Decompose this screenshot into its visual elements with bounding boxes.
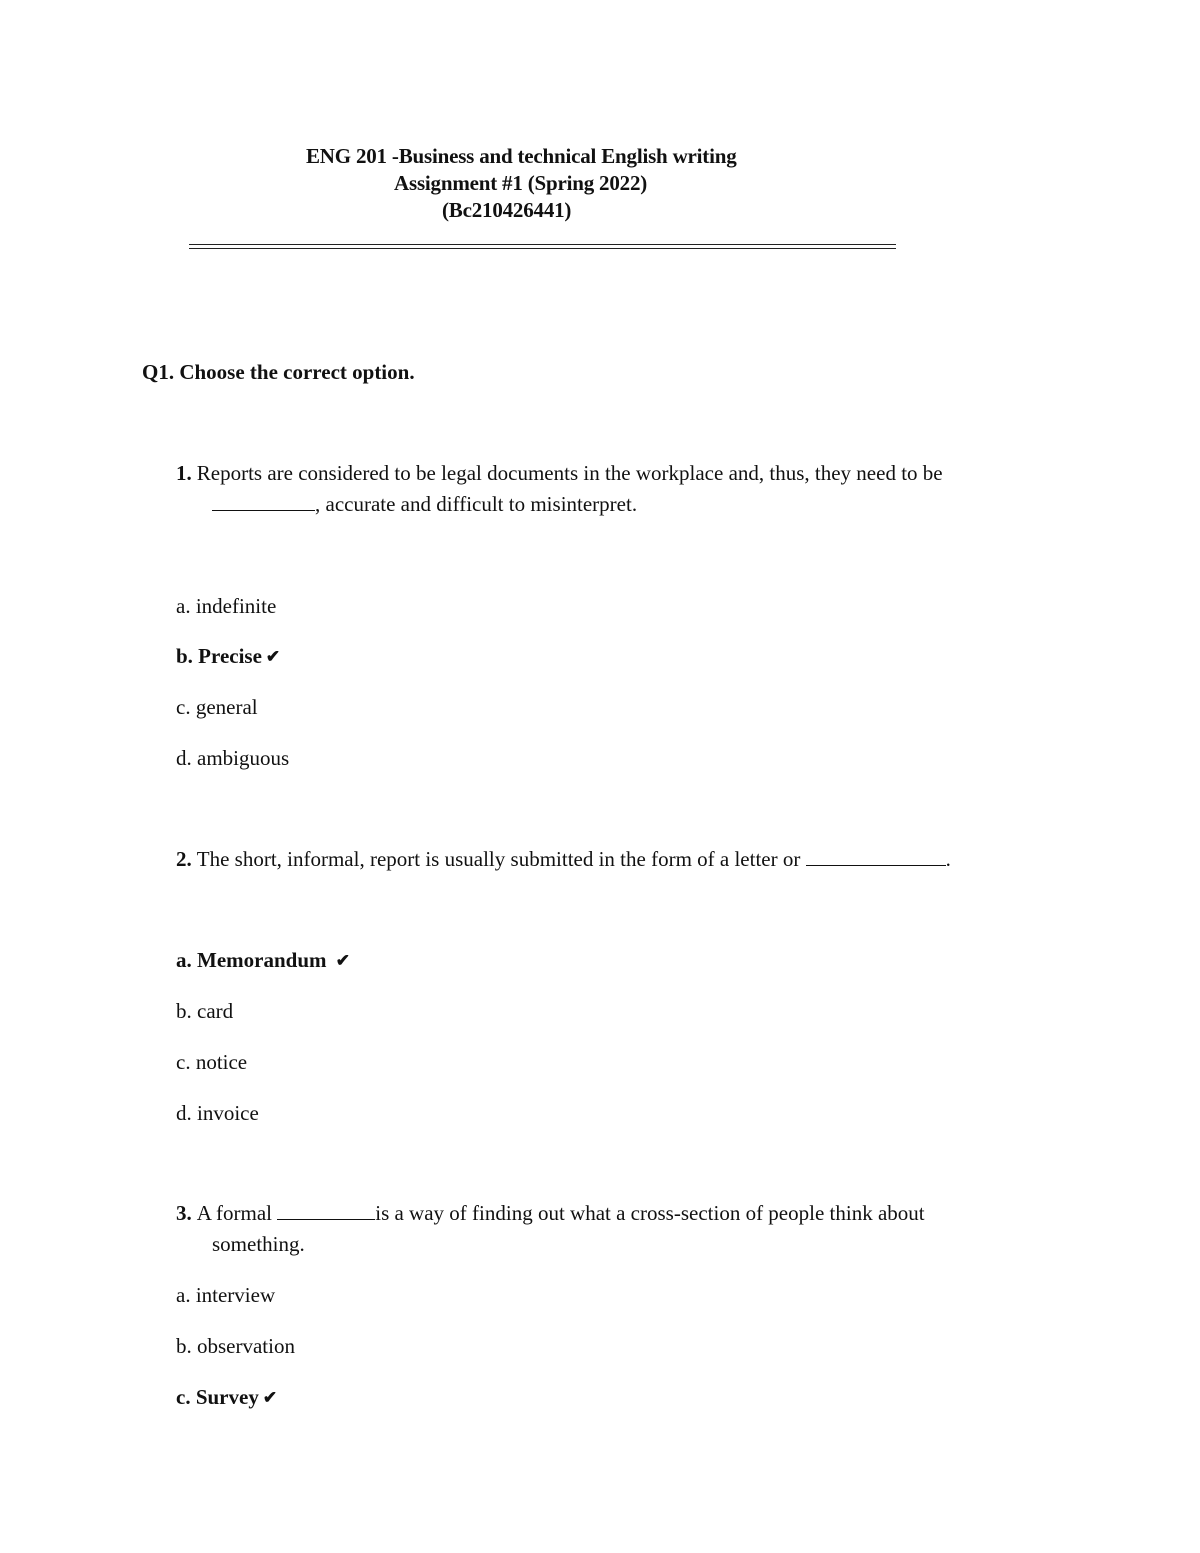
question-text: A formal xyxy=(196,1201,272,1225)
option-label: a. interview xyxy=(176,1283,276,1307)
question-number: 2. xyxy=(176,847,192,871)
section-heading: Q1. Choose the correct option. xyxy=(142,360,415,384)
question-text-after: . xyxy=(945,847,951,871)
checkmark-icon: ✔ xyxy=(265,647,281,666)
option-label: d. invoice xyxy=(176,1101,259,1125)
answer-blank xyxy=(212,492,315,511)
question-text: The short, informal, report is usually submitted in the form of a letter or xyxy=(196,847,801,871)
option-2c xyxy=(176,1050,247,1075)
checkmark-icon: ✔ xyxy=(335,951,350,970)
option-label: a. indefinite xyxy=(176,594,277,618)
option-label: b. card xyxy=(176,999,234,1023)
option-2d xyxy=(176,1101,259,1126)
option-1b-correct xyxy=(176,644,280,669)
course-title: ENG 201 -Business and technical English writing xyxy=(306,144,737,168)
student-id: (Bc210426441) xyxy=(442,198,572,222)
question-text: Reports are considered to be legal documents in the workplace and, thus, they need to be xyxy=(196,461,943,485)
option-1c xyxy=(176,695,258,720)
option-label: c. notice xyxy=(176,1050,248,1074)
option-label: b. observation xyxy=(176,1334,295,1358)
option-label: a. Memorandum xyxy=(176,948,327,972)
option-3b xyxy=(176,1334,295,1359)
question-text-after: is a way of finding out what a cross-section of people think about xyxy=(375,1201,925,1225)
answer-blank xyxy=(806,847,946,866)
option-2a-correct xyxy=(176,948,350,973)
checkmark-icon: ✔ xyxy=(262,1388,278,1407)
question-number: 3. xyxy=(176,1201,192,1225)
question-number: 1. xyxy=(176,461,192,485)
option-label: c. general xyxy=(176,695,258,719)
question-1 xyxy=(176,458,1056,520)
option-2b xyxy=(176,999,233,1024)
option-1a xyxy=(176,594,276,619)
option-label: c. Survey xyxy=(176,1385,259,1409)
option-label: d. ambiguous xyxy=(176,746,290,770)
header-rule-bottom xyxy=(189,248,896,249)
answer-blank xyxy=(277,1201,375,1220)
option-3c-correct xyxy=(176,1385,277,1410)
option-label: b. Precise xyxy=(176,644,262,668)
question-3 xyxy=(176,1198,1056,1260)
option-3a xyxy=(176,1283,275,1308)
header-rule-top xyxy=(189,244,896,245)
question-text-after: , accurate and difficult to misinterpret. xyxy=(315,492,638,516)
question-2 xyxy=(176,844,1056,875)
question-text-continued: something. xyxy=(212,1232,305,1256)
option-1d xyxy=(176,746,289,771)
assignment-title: Assignment #1 (Spring 2022) xyxy=(394,171,648,195)
